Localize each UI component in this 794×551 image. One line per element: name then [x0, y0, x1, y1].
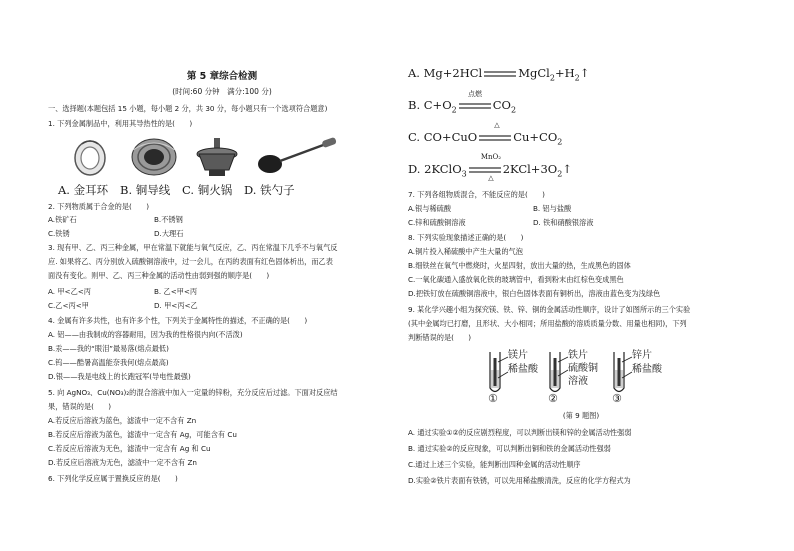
question-4-line: D.银——我是电线上的长跑冠军(导电性最强)	[48, 372, 191, 381]
question-6-option-a: A. Mg+2HCl $MgCl_2+H_2↑$	[408, 66, 590, 83]
question-9-line: 判断错误的是( )	[408, 333, 472, 342]
question-3-option-c: C.乙<丙<甲	[48, 301, 89, 310]
experiment-figure	[486, 348, 696, 410]
tube-2-liquid-label: 硫酸铜	[568, 363, 598, 374]
question-9-option-d: D.实验②铁片表面有铁锈，可以先用稀盐酸清洗，反应的化学方程式为	[408, 476, 631, 485]
question-7-option-d: D. 铁和硝酸银溶液	[533, 218, 594, 227]
tube-2-number: ②	[548, 392, 558, 405]
question-9-option-b: B. 通过实验②的反应现象，可以判断出铜和铁的金属活动性强弱	[408, 444, 611, 453]
question-3-option-a: A. 甲<乙<丙	[48, 287, 91, 296]
copper-hotpot-image	[195, 136, 239, 178]
page-title: 第 5 章综合检测	[186, 71, 258, 82]
gold-earring-image	[70, 136, 110, 178]
condition-catalyst: MnO₂	[480, 153, 502, 161]
question-4-line: 4. 金属有许多共性，也有许多个性，下列关于金属特性的描述，不正确的是( )	[48, 316, 308, 325]
question-4-line: B.汞——我的“眼泪”最易落(熔点最低)	[48, 344, 169, 353]
question-2-option-b: B.不锈钢	[154, 215, 183, 224]
figure-caption: (第 9 题图)	[562, 411, 600, 420]
question-9-line: 9. 某化学兴趣小组为探究镁、铁、锌、铜的金属活动性顺序，设计了如图所示的三个实验	[408, 305, 691, 314]
question-3-line: 应. 如果将乙、丙分别放入硫酸铜溶液中，过一会儿，在丙的表面有红色固体析出，而乙表	[48, 257, 333, 266]
question-7-option-c: C.锌和硫酸铜溶液	[408, 218, 466, 227]
question-5-line: C.若反应后溶液为无色，滤渣中一定含有 Ag 和 Cu	[48, 444, 211, 453]
question-9-option-c: C.通过上述三个实验，能判断出四种金属的活动性顺序	[408, 460, 581, 469]
question-7-option-a: A.银与稀硫酸	[408, 204, 452, 213]
condition-ignite: 点燃	[468, 90, 482, 98]
question-1-images	[70, 136, 340, 178]
question-5-line: 果，错误的是( )	[48, 402, 112, 411]
question-2-option-a: A.铁矿石	[48, 215, 77, 224]
tube-1-liquid-label: 稀盐酸	[508, 364, 538, 375]
question-9-line: (其中金属均已打磨，且形状、大小相同；所用盐酸的溶质质量分数、用量也相同)，下列	[408, 319, 687, 328]
question-1-label-a: A. 金耳环	[58, 183, 109, 197]
question-8-line: C.一氧化碳通入盛放氧化铁的玻璃管中，看到粉末由红棕色变成黑色	[408, 275, 624, 284]
question-3-line: 3. 现有甲、乙、丙三种金属，甲在常温下就能与氧气反应，乙、丙在常温下几乎不与氧气反	[48, 243, 338, 252]
question-5-line: B.若反应后溶液为蓝色，滤渣中一定含有 Ag，可能含有 Cu	[48, 430, 237, 439]
equals-sign	[468, 165, 502, 175]
question-4-line: A. 铝——由我制成的容器耐用，因为我的性格很内向(不活泼)	[48, 330, 243, 339]
equals-sign	[478, 133, 512, 143]
question-6-option-d: D. 2KClO$_3$ $2KCl+3O_2↑$	[408, 162, 572, 179]
question-2-option-d: D.大理石	[154, 229, 184, 238]
equals-sign	[483, 69, 517, 79]
tube-1-number: ①	[488, 392, 498, 405]
question-5-line: D.若反应后溶液为无色，滤渣中一定不含有 Zn	[48, 458, 197, 467]
condition-heat: △	[494, 121, 500, 129]
copper-wire-image	[130, 136, 178, 178]
tube-3-liquid-label: 稀盐酸	[632, 364, 662, 375]
question-1-label-b: B. 铜导线	[120, 183, 171, 197]
question-3-line: 面没有变化。则甲、乙、丙三种金属的活动性由弱到强的顺序是( )	[48, 271, 270, 280]
question-5-line: A.若反应后溶液为蓝色，滤渣中一定不含有 Zn	[48, 416, 197, 425]
question-1-label-c: C. 铜火锅	[182, 183, 233, 197]
condition-heat: △	[488, 174, 494, 182]
tube-1-metal-label: 镁片	[508, 350, 528, 361]
iron-spoon-image	[256, 136, 340, 178]
question-6-stem: 6. 下列化学反应属于置换反应的是( )	[48, 474, 178, 483]
question-6-option-c: C. CO+CuO $Cu+CO_2$	[408, 130, 563, 147]
question-1-label-d: D. 铁勺子	[244, 183, 295, 197]
question-8-line: B.细铁丝在氧气中燃烧时，火星四射，放出大量的热，生成黑色的固体	[408, 261, 631, 270]
question-1-stem: 1. 下列金属制品中，利用其导热性的是( )	[48, 119, 193, 128]
tube-3-metal-label: 锌片	[632, 350, 652, 361]
question-7-option-b: B. 铝与盐酸	[533, 204, 572, 213]
question-4-line: C.钨——酷暑高温能奈我何(熔点最高)	[48, 358, 169, 367]
question-6-option-b: B. $C+O_2$ $CO_2$	[408, 98, 517, 115]
question-3-option-d: D. 甲<丙<乙	[154, 301, 198, 310]
tube-2-metal-label: 铁片	[568, 350, 588, 361]
question-2-stem: 2. 下列物质属于合金的是( )	[48, 202, 150, 211]
question-9-option-a: A. 通过实验①②的反应剧烈程度，可以判断出镁和锌的金属活动性强弱	[408, 428, 632, 437]
question-8-line: D.把铁钉放在硫酸铜溶液中，银白色固体表面有铜析出，溶液由蓝色变为浅绿色	[408, 289, 661, 298]
tube-3-number: ③	[612, 392, 622, 405]
question-5-line: 5. 向 AgNO₃、Cu(NO₃)₂的混合溶液中加入一定量的锌粉，充分反应后过滤。下面对反应结	[48, 388, 338, 397]
section-heading: 一、选择题(本题包括 15 小题，每小题 2 分，共 30 分，每小题只有一个选项符合题意)	[48, 104, 328, 113]
page-subtitle: (时间:60 分钟 满分:100 分)	[172, 87, 272, 96]
question-8-line: A.铜片投入稀硫酸中产生大量的气泡	[408, 247, 523, 256]
tube-2-liquid-label: 溶液	[568, 376, 588, 387]
question-2-option-c: C.铁锈	[48, 229, 70, 238]
question-7-stem: 7. 下列各组物质混合，不能反应的是( )	[408, 190, 545, 199]
question-8-line: 8. 下列实验现象描述正确的是( )	[408, 233, 524, 242]
equals-sign	[458, 101, 492, 111]
question-3-option-b: B. 乙<甲<丙	[154, 287, 198, 296]
